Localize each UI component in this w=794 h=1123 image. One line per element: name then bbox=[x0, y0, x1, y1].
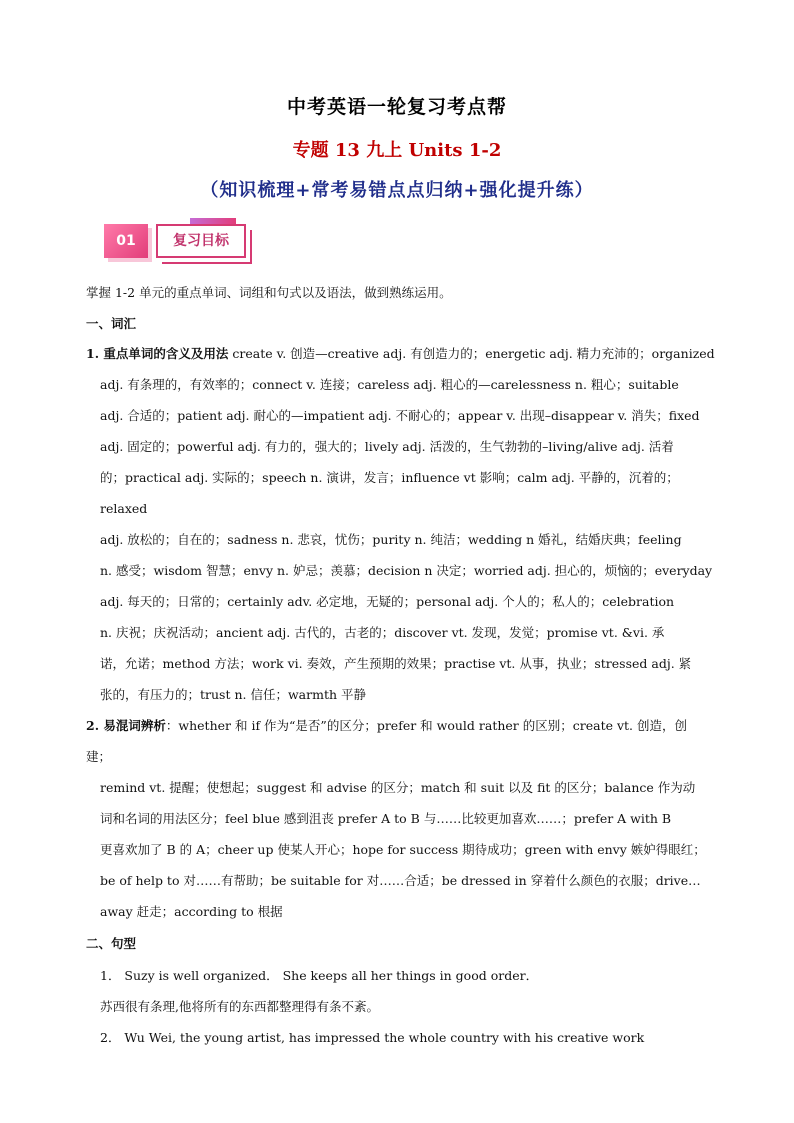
vocab-item-1-first-line: create v. 创造—creative adj. 有创造力的；energetic adj. 精力充沛的；organized bbox=[232, 346, 715, 361]
badge-number: 01 bbox=[104, 224, 148, 258]
section-2-heading: 二、句型 bbox=[86, 936, 137, 951]
section-1-heading: 一、词汇 bbox=[86, 316, 137, 331]
sentence-line: 1． Suzy is well organized． She keeps all her things in good order． bbox=[100, 968, 539, 983]
intro-text: 掌握 1-2 单元的重点单词、词组和句式以及语法，做到熟练运用。 bbox=[86, 285, 452, 300]
document-paren-subtitle: （知识梳理+常考易错点点归纳+强化提升练） bbox=[200, 180, 594, 201]
badge-label: 复习目标 bbox=[173, 233, 229, 249]
vocab-line: n. 庆祝；庆祝活动；ancient adj. 古代的，古老的；discover vt. 发现，发觉；promise vt. &vi. 承 bbox=[100, 625, 665, 640]
document-subtitle: 专题 13 九上 Units 1-2 bbox=[292, 140, 502, 161]
vocab-item-1-line-0 bbox=[86, 338, 726, 369]
vocab-item-2-first-line: ：whether 和 if 作为“是否”的区分；prefer 和 would rather 的区别；create vt. 创造，创 bbox=[165, 718, 687, 733]
vocab-item-1-label: 1. 重点单词的含义及用法 bbox=[86, 346, 229, 361]
vocab-line: 更喜欢加了 B 的 A；cheer up 使某人开心；hope for success 期待成功；green with envy 嫉妒得眼红； bbox=[100, 842, 706, 857]
vocabulary-block bbox=[86, 338, 726, 927]
vocab-line: remind vt. 提醒；使想起；suggest 和 advise 的区分；match 和 suit 以及 fit 的区分；balance 作为动 bbox=[100, 780, 696, 795]
vocab-line: 诺，允诺；method 方法；work vi. 奏效，产生预期的效果；practise vt. 从事，执业；stressed adj. 紧 bbox=[100, 656, 692, 671]
vocab-line: 张的，有压力的；trust n. 信任；warmth 平静 bbox=[100, 687, 366, 702]
vocab-line: adj. 放松的；自在的；sadness n. 悲哀，忧伤；purity n. 纯洁；wedding n 婚礼，结婚庆典；feeling bbox=[100, 532, 682, 547]
vocab-line: n. 感受；wisdom 智慧；envy n. 妒忌；羡慕；decision n 决定；worried adj. 担心的，烦恼的；everyday bbox=[100, 563, 713, 578]
sentence-translation: 苏西很有条理,他将所有的东西都整理得有条不紊。 bbox=[100, 999, 379, 1014]
vocab-line: away 赶走；according to 根据 bbox=[100, 904, 283, 919]
vocab-line: be of help to 对……有帮助；be suitable for 对……合适；be dressed in 穿着什么颜色的衣服；drive… bbox=[100, 873, 701, 888]
vocab-line: 的；practical adj. 实际的；speech n. 演讲，发言；influence vt 影响；calm adj. 平静的，沉着的；relaxed bbox=[100, 470, 679, 516]
vocab-item-2-second-line: 建； bbox=[86, 749, 112, 764]
vocab-item-2-label: 2. 易混词辨析 bbox=[86, 718, 166, 733]
section-2-heading-block bbox=[86, 928, 726, 959]
section-1-heading-block bbox=[86, 308, 726, 339]
vocab-line: adj. 有条理的，有效率的；connect v. 连接；careless adj. 粗心的—carelessness n. 粗心；suitable bbox=[100, 377, 679, 392]
section-badge bbox=[104, 216, 256, 266]
sentence-block bbox=[86, 960, 726, 1053]
vocab-line: adj. 固定的；powerful adj. 有力的，强大的；lively adj. 活泼的，生气勃勃的–living/alive adj. 活着 bbox=[100, 439, 674, 454]
sentence-line: 2． Wu Wei, the young artist, has impressed the whole country with his creative work bbox=[100, 1030, 645, 1045]
vocab-line: adj. 每天的；日常的；certainly adv. 必定地，无疑的；personal adj. 个人的；私人的；celebration bbox=[100, 594, 675, 609]
vocab-line: adj. 合适的；patient adj. 耐心的—impatient adj. 不耐心的；appear v. 出现–disappear v. 消失；fixed bbox=[100, 408, 700, 423]
document-title: 中考英语一轮复习考点帮 bbox=[286, 96, 507, 118]
vocab-item-2-line-0 bbox=[86, 710, 726, 741]
intro-paragraph bbox=[86, 277, 726, 308]
vocab-line: 词和名词的用法区分；feel blue 感到沮丧 prefer A to B 与……比较更加喜欢……；prefer A with B bbox=[100, 811, 672, 826]
